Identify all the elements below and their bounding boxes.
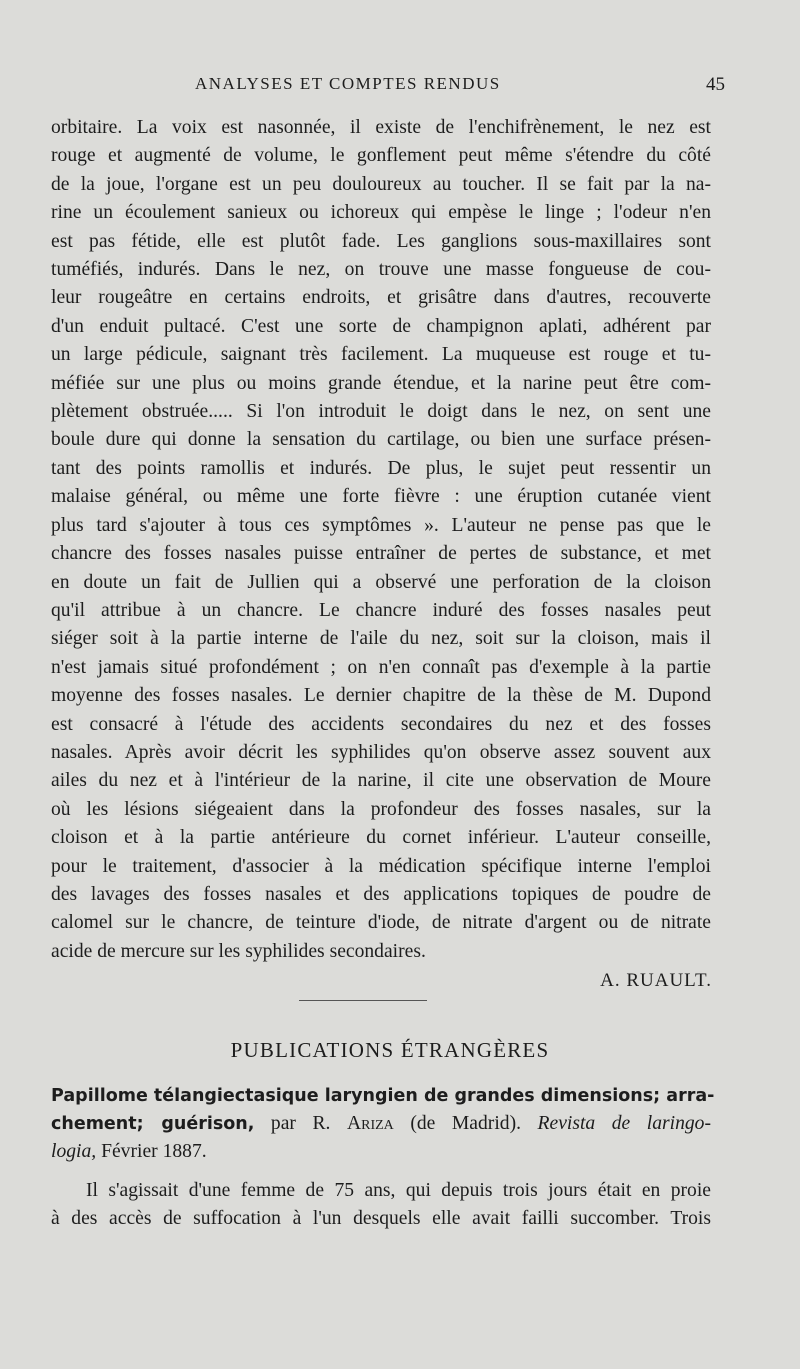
- text-line: à des accès de suffocation à l'un desquels elle avait failli succomber. Trois: [51, 1208, 711, 1230]
- author-signature: A. RUAULT.: [600, 970, 712, 991]
- text-line: calomel sur le chancre, de teinture d'iode, de nitrate d'argent ou de nitrate: [51, 912, 711, 934]
- text-line: est pas fétide, elle est plutôt fade. Les ganglions sous-maxillaires sont: [51, 230, 711, 252]
- text-line: de la joue, l'organe est un peu douloureux au toucher. Il se fait par la na-: [51, 173, 711, 195]
- text-line: siéger soit à la partie interne de l'aile du nez, soit sur la cloison, mais il: [51, 628, 711, 650]
- page-number: 45: [706, 74, 725, 95]
- text-line: d'un enduit pultacé. C'est une sorte de champignon aplati, adhérent par: [51, 315, 711, 337]
- text-line: leur rougeâtre en certains endroits, et grisâtre dans d'autres, recouverte: [51, 287, 711, 309]
- text-line: ailes du nez et à l'intérieur de la narine, il cite une observation de Moure: [51, 770, 711, 792]
- article-intro-paragraph: [51, 1177, 711, 1234]
- page-header: [195, 74, 725, 100]
- article-title-line: Papillome télangiectasique laryngien de grandes dimensions; arra-: [51, 1086, 715, 1106]
- text-line: malaise général, ou même une forte fièvre : une éruption cutanée vient: [51, 486, 711, 508]
- text-line: des lavages des fosses nasales et des applications topiques de poudre de: [51, 883, 711, 905]
- article-author: Ariza: [346, 1113, 394, 1134]
- text-line: qu'il attribue à un chancre. Le chancre induré des fosses nasales peut: [51, 599, 711, 621]
- text-line: Il s'agissait d'une femme de 75 ans, qui depuis trois jours était en proie: [86, 1180, 711, 1201]
- body-paragraph: [51, 114, 711, 966]
- text-line: plus tard s'ajouter à tous ces symptômes ». L'auteur ne pense pas que le: [51, 514, 711, 536]
- text-line: acide de mercure sur les syphilides secondaires.: [51, 940, 426, 962]
- text-line: plètement obstruée..... Si l'on introduit le doigt dans le nez, on sent une: [51, 401, 711, 423]
- text-line: où les lésions siégeaient dans la profondeur des fosses nasales, sur la: [51, 798, 711, 820]
- article-title-line: logia, Février 1887.: [51, 1141, 207, 1162]
- text-line: nasales. Après avoir décrit les syphilides qu'on observe assez souvent aux: [51, 741, 711, 763]
- running-title: ANALYSES ET COMPTES RENDUS: [195, 74, 501, 93]
- text-line: un large pédicule, saignant très facilement. La muqueuse est rouge et tu-: [51, 344, 711, 366]
- text-line: n'est jamais situé profondément ; on n'en connaît pas d'exemple à la partie: [51, 656, 711, 678]
- text-line: pour le traitement, d'associer à la médication spécifique interne l'emploi: [51, 855, 711, 877]
- section-divider: [299, 1000, 427, 1001]
- text-line: rouge et augmenté de volume, le gonflement peut même s'étendre du côté: [51, 145, 711, 167]
- text-line: en doute un fait de Jullien qui a observé une perforation de la cloison: [51, 571, 711, 593]
- text-line: est consacré à l'étude des accidents secondaires du nez et des fosses: [51, 713, 711, 735]
- section-title: PUBLICATIONS ÉTRANGÈRES: [230, 1038, 550, 1062]
- text-line: cloison et à la partie antérieure du cornet inférieur. L'auteur conseille,: [51, 827, 711, 849]
- text-line: chancre des fosses nasales puisse entraîner de pertes de substance, et met: [51, 543, 711, 565]
- article-title: [51, 1082, 715, 1166]
- text-line: tuméfiés, indurés. Dans le nez, on trouve une masse fongueuse de cou-: [51, 259, 711, 281]
- journal-name: Revista de laringo-: [537, 1113, 711, 1134]
- text-line: boule dure qui donne la sensation du cartilage, ou bien une surface présen-: [51, 429, 711, 451]
- article-date: Février 1887.: [96, 1141, 207, 1162]
- text-line: orbitaire. La voix est nasonnée, il existe de l'enchifrènement, le nez est: [51, 117, 711, 138]
- text-line: moyenne des fosses nasales. Le dernier chapitre de la thèse de M. Dupond: [51, 685, 711, 707]
- text-line: rine un écoulement sanieux ou ichoreux qui empèse le linge ; l'odeur n'en: [51, 202, 711, 224]
- text-line: méfiée sur une plus ou moins grande étendue, et la narine peut être com-: [51, 372, 711, 394]
- text-line: tant des points ramollis et indurés. De plus, le sujet peut ressentir un: [51, 457, 711, 479]
- article-title-line: chement; guérison, par R. Ariza (de Madrid). Revista de laringo-: [51, 1113, 711, 1134]
